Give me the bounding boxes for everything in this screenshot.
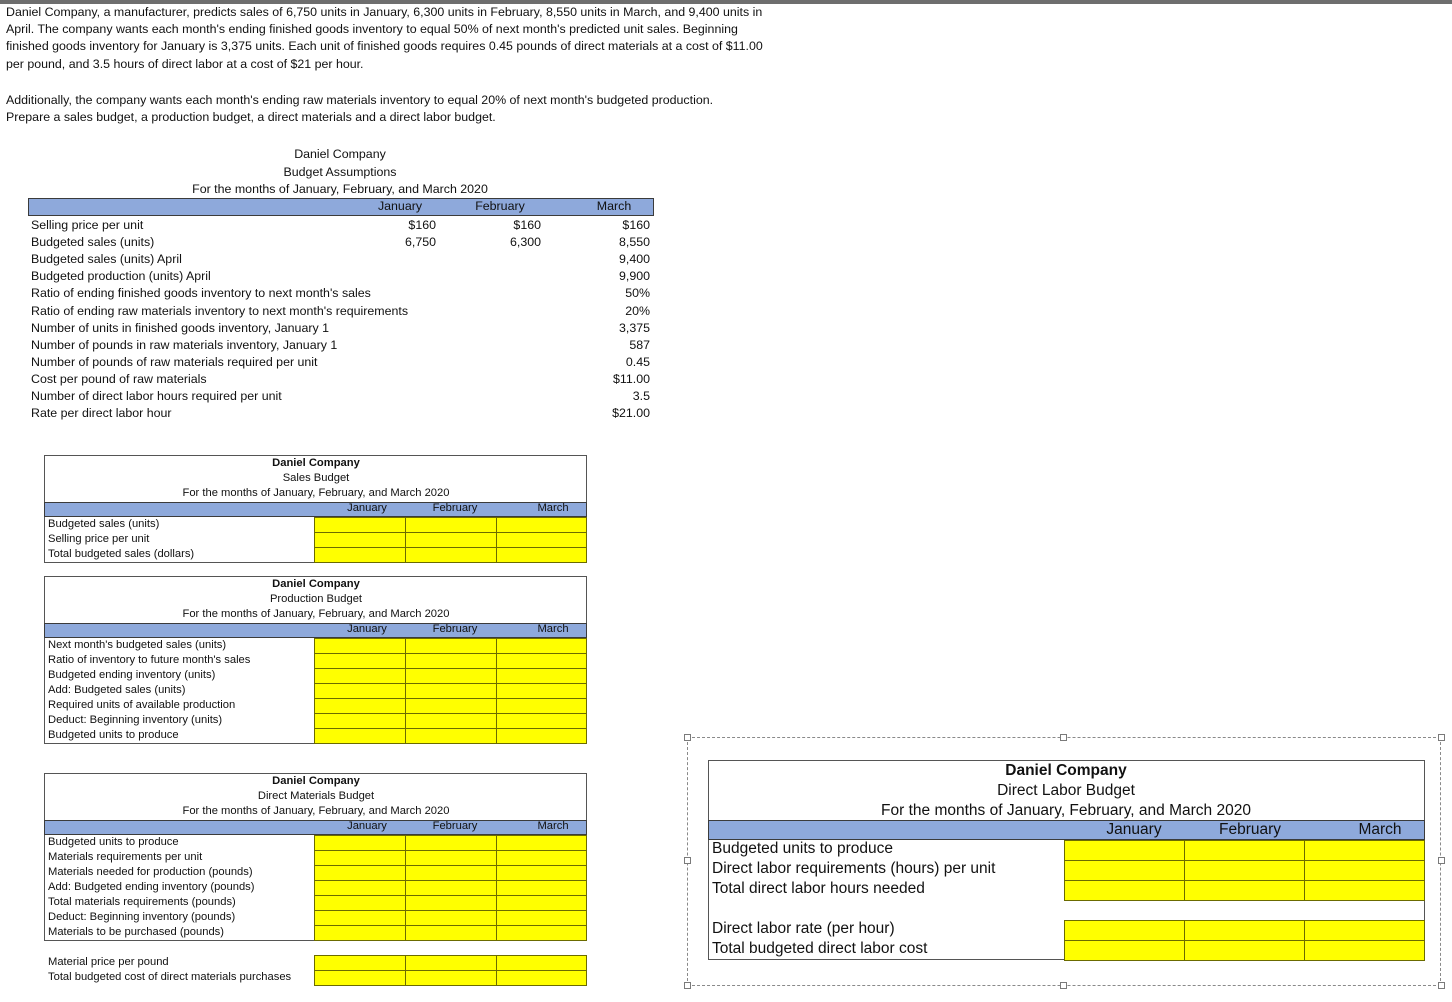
labor-input-jan[interactable] <box>1064 920 1185 941</box>
labor-month-feb: February <box>1218 821 1282 838</box>
assumption-value-mar: 20% <box>625 303 650 318</box>
row-label: Total budgeted cost of direct materials purchases <box>48 971 292 983</box>
production-input-jan[interactable] <box>314 653 406 669</box>
assumption-value-mar: $21.00 <box>612 406 650 421</box>
production-input-feb[interactable] <box>405 698 497 714</box>
materials-input-feb[interactable] <box>405 970 497 986</box>
materials-input-jan[interactable] <box>314 910 406 926</box>
row-label: Add: Budgeted sales (units) <box>48 684 186 696</box>
labor-input-feb[interactable] <box>1184 920 1305 941</box>
row-label: Deduct: Beginning inventory (pounds) <box>48 911 236 923</box>
resize-handle-bottom-left[interactable] <box>684 982 691 989</box>
production-input-feb[interactable] <box>405 713 497 729</box>
production-period: For the months of January, February, and March 2020 <box>182 608 450 620</box>
labor-input-jan[interactable] <box>1064 940 1185 961</box>
row-label: Materials requirements per unit <box>48 851 203 863</box>
labor-input-feb[interactable] <box>1184 940 1305 961</box>
production-input-mar[interactable] <box>496 698 587 714</box>
materials-input-mar[interactable] <box>496 895 587 911</box>
labor-month-jan: January <box>1106 821 1162 838</box>
assumption-label: Rate per direct labor hour <box>31 406 172 421</box>
assumption-value-mar: 0.45 <box>625 354 650 369</box>
sales-company: Daniel Company <box>272 457 360 469</box>
assumption-value-jan: $160 <box>408 218 436 232</box>
materials-input-jan[interactable] <box>314 850 406 866</box>
production-input-jan[interactable] <box>314 728 406 744</box>
sales-month-feb: February <box>432 502 478 514</box>
materials-input-jan[interactable] <box>314 865 406 881</box>
resize-handle-left[interactable] <box>684 857 691 864</box>
sales-month-jan: January <box>347 502 387 514</box>
assumption-value-mar: 9,400 <box>618 252 650 267</box>
assumptions-month-feb: February <box>475 199 525 213</box>
row-label: Materials to be purchased (pounds) <box>48 926 224 938</box>
row-label: Total budgeted direct labor cost <box>712 940 928 957</box>
assumption-label: Budgeted sales (units) April <box>31 252 182 267</box>
assumption-value-mar: 3.5 <box>632 389 650 403</box>
materials-month-mar: March <box>537 820 569 832</box>
row-label: Required units of available production <box>48 699 236 711</box>
assumptions-period: For the months of January, February, and March 2020 <box>192 182 488 196</box>
materials-month-jan: January <box>347 820 387 832</box>
problem-paragraph-1: Daniel Company, a manufacturer, predicts sales of 6,750 units in January, 6,300 units in February, 8,550 units in March, and 9,400 units in April. The company wants each month's ending finished goods inventory to equal 50% of next month's predicted unit sales. Beginning finished goods inventory for January is 3,375 units. Each unit of finished goods requires 0.45 pounds of direct materials at a cost of $11.00 per pound, and 3.5 hours of direct labor at a cost of $21 per hour. <box>6 5 763 71</box>
materials-input-feb[interactable] <box>405 865 497 881</box>
sales-input-mar[interactable] <box>496 547 587 563</box>
labor-input-feb[interactable] <box>1184 860 1305 881</box>
materials-input-mar[interactable] <box>496 970 587 986</box>
production-month-feb: February <box>432 623 478 635</box>
materials-input-mar[interactable] <box>496 880 587 896</box>
labor-input-jan[interactable] <box>1064 840 1185 861</box>
problem-text-2 <box>6 92 726 126</box>
production-input-mar[interactable] <box>496 713 587 729</box>
production-input-mar[interactable] <box>496 683 587 699</box>
materials-input-feb[interactable] <box>405 835 497 851</box>
assumption-value-mar: 8,550 <box>618 235 650 250</box>
production-input-feb[interactable] <box>405 683 497 699</box>
assumption-label: Number of pounds in raw materials inventory, January 1 <box>31 337 338 352</box>
row-label: Direct labor rate (per hour) <box>712 920 895 937</box>
materials-input-jan[interactable] <box>314 895 406 911</box>
assumptions-company: Daniel Company <box>294 147 386 161</box>
row-label: Direct labor requirements (hours) per unit <box>712 860 996 877</box>
production-input-feb[interactable] <box>405 728 497 744</box>
production-month-jan: January <box>347 623 387 635</box>
production-input-feb[interactable] <box>405 638 497 654</box>
labor-input-feb[interactable] <box>1184 840 1305 861</box>
assumption-value-mar: $160 <box>622 218 650 232</box>
assumption-label: Selling price per unit <box>31 218 144 232</box>
sales-header-bar <box>44 502 587 517</box>
materials-title: Direct Materials Budget <box>257 790 375 802</box>
materials-input-mar[interactable] <box>496 835 587 851</box>
assumption-value-mar: 50% <box>625 286 650 301</box>
sales-input-feb[interactable] <box>405 517 497 533</box>
production-input-feb[interactable] <box>405 668 497 684</box>
labor-input-mar[interactable] <box>1304 840 1425 861</box>
assumptions-title: Budget Assumptions <box>283 165 397 179</box>
materials-header-bar <box>44 820 587 835</box>
sales-input-feb[interactable] <box>405 532 497 548</box>
materials-input-feb[interactable] <box>405 895 497 911</box>
production-input-mar[interactable] <box>496 728 587 744</box>
sales-title: Sales Budget <box>282 472 350 484</box>
production-input-mar[interactable] <box>496 638 587 654</box>
production-input-jan[interactable] <box>314 638 406 654</box>
materials-input-feb[interactable] <box>405 850 497 866</box>
materials-month-feb: February <box>432 820 478 832</box>
materials-input-feb[interactable] <box>405 910 497 926</box>
production-input-jan[interactable] <box>314 698 406 714</box>
production-title: Production Budget <box>269 593 363 605</box>
sales-input-jan[interactable] <box>314 532 406 548</box>
materials-input-jan[interactable] <box>314 955 406 971</box>
assumptions-month-mar: March <box>596 199 632 213</box>
sales-input-mar[interactable] <box>496 517 587 533</box>
labor-input-jan[interactable] <box>1064 880 1185 901</box>
assumption-label: Budgeted production (units) April <box>31 269 211 284</box>
materials-period: For the months of January, February, and March 2020 <box>182 805 450 817</box>
materials-input-mar[interactable] <box>496 925 587 941</box>
labor-period: For the months of January, February, and March 2020 <box>881 802 1251 819</box>
assumption-label: Cost per pound of raw materials <box>31 371 207 386</box>
assumption-value-mar: 587 <box>629 337 650 352</box>
labor-month-mar: March <box>1358 821 1402 838</box>
sales-input-feb[interactable] <box>405 547 497 563</box>
assumptions-header-bar <box>28 198 654 216</box>
materials-input-feb[interactable] <box>405 880 497 896</box>
production-header-bar <box>44 623 587 638</box>
sales-input-jan[interactable] <box>314 517 406 533</box>
row-label: Total materials requirements (pounds) <box>48 896 236 908</box>
row-label: Budgeted ending inventory (units) <box>48 669 216 681</box>
row-label: Add: Budgeted ending inventory (pounds) <box>48 881 255 893</box>
row-label: Deduct: Beginning inventory (units) <box>48 714 223 726</box>
row-label: Material price per pound <box>48 956 169 968</box>
row-label: Selling price per unit <box>48 533 150 545</box>
resize-handle-top-right[interactable] <box>1438 734 1445 741</box>
resize-handle-bottom[interactable] <box>1060 982 1067 989</box>
resize-handle-right[interactable] <box>1438 857 1445 864</box>
materials-input-mar[interactable] <box>496 955 587 971</box>
row-label: Next month's budgeted sales (units) <box>48 639 227 651</box>
row-label: Total direct labor hours needed <box>712 880 925 897</box>
sales-month-mar: March <box>537 502 569 514</box>
labor-input-feb[interactable] <box>1184 880 1305 901</box>
problem-text <box>6 4 766 73</box>
sales-input-jan[interactable] <box>314 547 406 563</box>
assumption-label: Number of units in finished goods inventory, January 1 <box>31 320 329 335</box>
labor-input-mar[interactable] <box>1304 880 1425 901</box>
labor-title: Direct Labor Budget <box>997 782 1135 799</box>
assumption-label: Number of pounds of raw materials required per unit <box>31 354 318 369</box>
row-label: Budgeted sales (units) <box>48 518 160 530</box>
materials-company: Daniel Company <box>272 775 360 787</box>
labor-input-mar[interactable] <box>1304 940 1425 961</box>
row-label: Ratio of inventory to future month's sales <box>48 654 251 666</box>
assumptions-month-jan: January <box>377 199 423 213</box>
materials-input-jan[interactable] <box>314 925 406 941</box>
assumption-label: Ratio of ending finished goods inventory to next month's sales <box>31 286 371 301</box>
row-label: Budgeted units to produce <box>712 840 893 857</box>
materials-input-mar[interactable] <box>496 865 587 881</box>
labor-input-mar[interactable] <box>1304 920 1425 941</box>
labor-header-bar <box>708 820 1425 840</box>
assumption-label: Budgeted sales (units) <box>31 235 155 250</box>
labor-company: Daniel Company <box>1005 762 1127 779</box>
resize-handle-top-left[interactable] <box>684 734 691 741</box>
production-input-jan[interactable] <box>314 683 406 699</box>
production-input-mar[interactable] <box>496 668 587 684</box>
assumption-value-feb: 6,300 <box>509 235 541 250</box>
materials-input-mar[interactable] <box>496 850 587 866</box>
resize-handle-bottom-right[interactable] <box>1438 982 1445 989</box>
assumption-value-mar: 3,375 <box>618 320 650 335</box>
assumption-label: Number of direct labor hours required per unit <box>31 389 282 403</box>
row-label: Budgeted units to produce <box>48 836 179 848</box>
labor-input-mar[interactable] <box>1304 860 1425 881</box>
assumption-value-feb: $160 <box>513 218 541 232</box>
materials-input-feb[interactable] <box>405 955 497 971</box>
assumption-label: Ratio of ending raw materials inventory to next month's requirements <box>31 303 409 318</box>
materials-input-jan[interactable] <box>314 880 406 896</box>
assumption-value-mar: $11.00 <box>613 371 650 386</box>
production-input-jan[interactable] <box>314 713 406 729</box>
production-month-mar: March <box>537 623 569 635</box>
assumption-value-mar: 9,900 <box>618 269 650 284</box>
resize-handle-top[interactable] <box>1060 734 1067 741</box>
materials-input-jan[interactable] <box>314 970 406 986</box>
materials-input-feb[interactable] <box>405 925 497 941</box>
sales-period: For the months of January, February, and March 2020 <box>182 487 450 499</box>
production-input-mar[interactable] <box>496 653 587 669</box>
production-company: Daniel Company <box>272 578 360 590</box>
production-input-jan[interactable] <box>314 668 406 684</box>
sales-input-mar[interactable] <box>496 532 587 548</box>
production-input-feb[interactable] <box>405 653 497 669</box>
problem-paragraph-2: Additionally, the company wants each month's ending raw materials inventory to equal 20% of next month's budgeted production. Prepare a sales budget, a production budget, a direct materials and a direct labor budget. <box>6 93 714 125</box>
materials-input-mar[interactable] <box>496 910 587 926</box>
row-label: Materials needed for production (pounds) <box>48 866 253 878</box>
row-label: Total budgeted sales (dollars) <box>48 548 195 560</box>
row-label: Budgeted units to produce <box>48 729 179 741</box>
labor-input-jan[interactable] <box>1064 860 1185 881</box>
assumption-value-jan: 6,750 <box>404 235 436 250</box>
materials-input-jan[interactable] <box>314 835 406 851</box>
